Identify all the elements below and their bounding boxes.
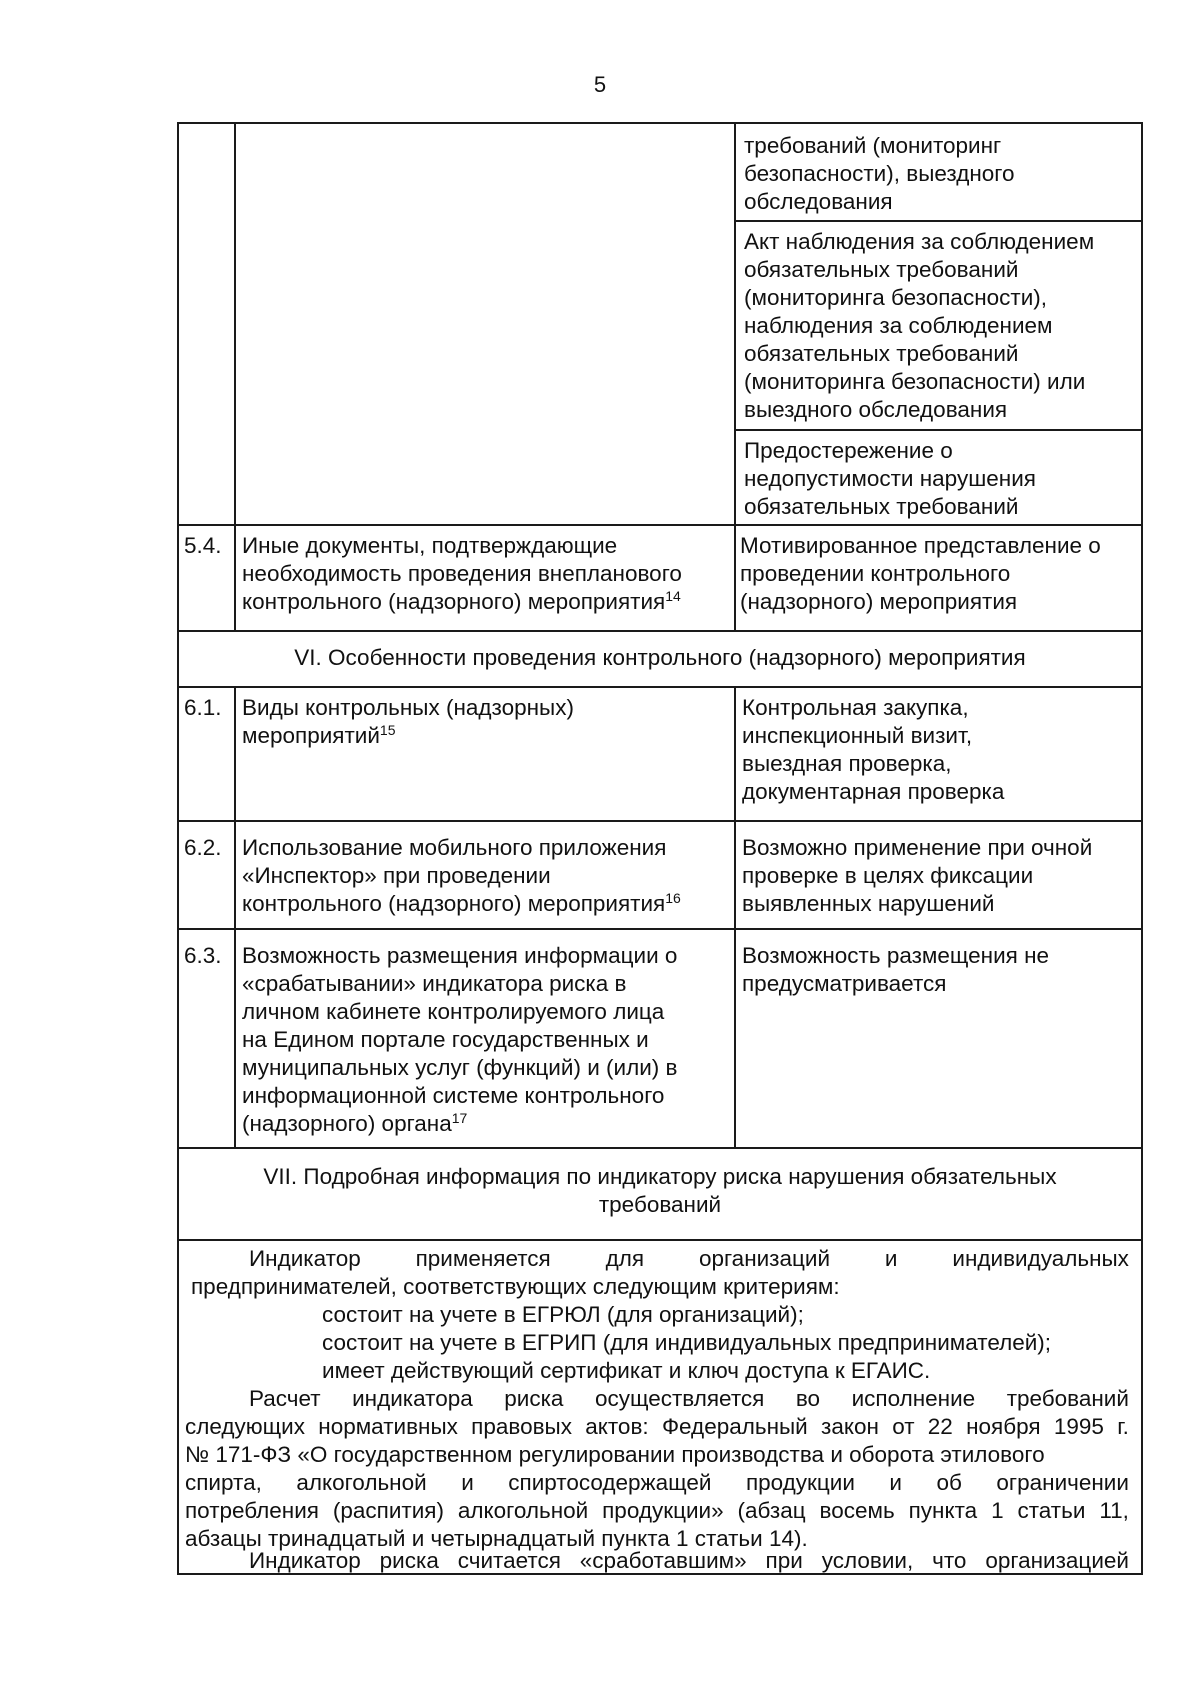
body-line: абзацы тринадцатый и четырнадцатый пункта 1 статьи 14).	[185, 1526, 808, 1551]
column-divider-num	[234, 686, 236, 1147]
column-divider-num	[234, 122, 236, 630]
act-cell: Акт наблюдения за соблюдением обязательных требований (мониторинга безопасности), наблюдения за соблюдением обязательных требований (мониторинга безопасности) или выездного обследования	[744, 229, 1095, 422]
row-value: Контрольная закупка, инспекционный визит, выездная проверка, документарная проверка	[742, 695, 1005, 804]
cell-divider	[736, 220, 1143, 222]
row-number: 5.4.	[184, 533, 222, 558]
warning-cell: Предостережение о недопустимости нарушения обязательных требований	[744, 438, 1036, 519]
continued-text: требований (мониторинг безопасности), выездного обследования	[744, 133, 1015, 214]
body-line: Индикатор риска считается «сработавшим» при условии, что организацией	[249, 1548, 1129, 1573]
row-value: Возможность размещения не предусматривается	[742, 943, 1050, 996]
footnote-ref: 14	[665, 588, 681, 604]
row-divider	[177, 630, 1143, 632]
row-value: Возможно применение при очной проверке в целях фиксации выявленных нарушений	[742, 835, 1093, 916]
footnote-ref: 15	[379, 722, 396, 738]
page-number: 5	[593, 72, 607, 97]
cell-divider	[736, 429, 1143, 431]
footnote-ref: 16	[665, 890, 681, 906]
column-divider-value	[734, 122, 736, 630]
table-border-top	[177, 122, 1143, 124]
body-line: следующих нормативных правовых актов: Федеральный закон от 22 ноября 1995 г.	[185, 1414, 1129, 1439]
row-label: Иные документы, подтверждающие необходимость проведения внепланового контрольного (надзорного) мероприятия$^{14}$	[242, 533, 682, 614]
row-label: Возможность размещения информации о «срабатывании» индикатора риска в личном кабинете контролируемого лица на Едином портале государственных и муниципальных услуг (функций) и (или) в информационной системе контрольного (надзорного) органа$^{17}$	[242, 943, 678, 1136]
body-line: предпринимателей, соответствующих следующим критериям:	[191, 1274, 840, 1299]
document-table	[177, 122, 1143, 1575]
criterion-item: состоит на учете в ЕГРЮЛ (для организаций);	[322, 1302, 804, 1327]
row-number: 6.2.	[184, 835, 222, 860]
table-border-right	[1141, 122, 1143, 1575]
section-title: VI. Особенности проведения контрольного (надзорного) мероприятия	[294, 645, 1026, 670]
row-divider	[177, 1147, 1143, 1149]
column-divider-value	[734, 686, 736, 1147]
body-line: Расчет индикатора риска осуществляется во исполнение требований	[249, 1386, 1129, 1411]
row-label: Виды контрольных (надзорных) мероприятий$^{15}$	[242, 695, 574, 748]
section-title: VII. Подробная информация по индикатору риска нарушения обязательных требований	[263, 1164, 1057, 1217]
row-divider	[177, 928, 1143, 930]
row-value: Мотивированное представление о проведении контрольного (надзорного) мероприятия	[740, 533, 1101, 614]
row-number: 6.1.	[184, 695, 222, 720]
body-line: потребления (распития) алкогольной продукции» (абзац восемь пункта 1 статьи 11,	[185, 1498, 1129, 1523]
row-divider	[177, 1239, 1143, 1241]
table-border-left	[177, 122, 179, 1575]
body-line: № 171-ФЗ «О государственном регулировании производства и оборота этилового	[185, 1442, 1045, 1467]
row-number: 6.3.	[184, 943, 222, 968]
body-line: Индикатор применяется для организаций и индивидуальных	[249, 1246, 1129, 1271]
row-divider	[177, 820, 1143, 822]
row-divider	[177, 524, 1143, 526]
row-label: Использование мобильного приложения «Инспектор» при проведении контрольного (надзорного) мероприятия$^{16}$	[242, 835, 681, 916]
criterion-item: имеет действующий сертификат и ключ доступа к ЕГАИС.	[322, 1358, 931, 1383]
row-divider	[177, 686, 1143, 688]
footnote-ref: 17	[451, 1110, 468, 1126]
criterion-item: состоит на учете в ЕГРИП (для индивидуальных предпринимателей);	[322, 1330, 1052, 1355]
body-line: спирта, алкогольной и спиртосодержащей продукции и об ограничении	[185, 1470, 1129, 1495]
